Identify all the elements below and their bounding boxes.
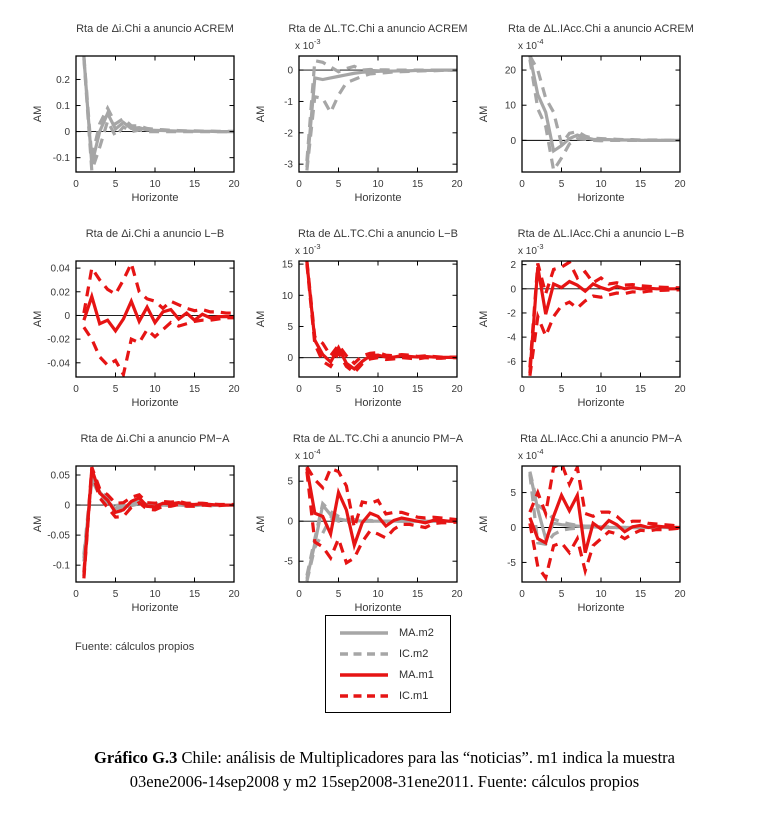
x-tick-label: 0 — [296, 384, 302, 395]
subplot-4 — [251, 215, 474, 420]
caption-line-1 — [0, 746, 769, 770]
y-exponent-label: x $10^{-4}$ — [295, 447, 321, 462]
x-tick-label: 0 — [73, 589, 79, 600]
y-axis-label: AM — [255, 105, 267, 123]
y-tick-label: 2 — [510, 260, 516, 272]
series-IC.m2_lower — [530, 60, 680, 171]
y-tick-label: 0 — [287, 516, 293, 528]
subplot-title: Rta de ΔL.TC.Chi a anuncio PM−A — [292, 433, 464, 445]
x-axis-label: Horizonte — [354, 192, 402, 204]
y-exponent-label: x $10^{-3}$ — [295, 37, 321, 52]
series-MA.m1 — [84, 469, 234, 576]
x-axis-label: Horizonte — [354, 397, 402, 409]
series-IC.m1_lower — [530, 290, 680, 376]
x-tick-label: 0 — [73, 179, 79, 190]
series-IC.m1_upper — [307, 261, 457, 363]
subplot-cell-0 — [28, 10, 251, 215]
x-tick-label: 5 — [558, 179, 565, 190]
y-tick-label: -6 — [507, 356, 516, 368]
charts-grid — [28, 10, 697, 625]
y-tick-label: 0 — [287, 353, 293, 365]
subplot-cell-8 — [474, 420, 697, 625]
x-axis-label: Horizonte — [131, 192, 179, 204]
subplot-title: Rta de ΔL.TC.Chi a anuncio ACREM — [288, 23, 468, 35]
x-tick-label: 5 — [558, 589, 565, 600]
x-tick-label: 5 — [335, 179, 342, 190]
series-IC.m2_upper — [84, 475, 234, 554]
legend — [325, 615, 451, 713]
x-tick-label: 5 — [335, 589, 342, 600]
x-tick-label: 0 — [519, 589, 525, 600]
y-tick-label: 20 — [504, 65, 516, 77]
x-tick-label: 20 — [674, 589, 686, 600]
y-tick-label: 0 — [64, 310, 70, 322]
x-axis-label: Horizonte — [577, 192, 625, 204]
caption-number: Gráfico G.3 — [93, 748, 178, 767]
series-MA.m2 — [84, 477, 234, 558]
x-tick-label: 15 — [634, 384, 647, 395]
series-MA.m1 — [307, 262, 457, 369]
x-tick-label: 20 — [451, 589, 463, 600]
legend-label: IC.m2 — [399, 648, 429, 660]
legend-item-MA.m1 — [338, 667, 434, 683]
y-exponent-label: x $10^{-4}$ — [518, 37, 544, 52]
y-tick-label: -4 — [507, 332, 516, 344]
y-tick-label: -5 — [284, 556, 293, 568]
caption-text-1: Chile: análisis de Multiplicadores para las “noticias”. m1 indica la muestra — [177, 748, 675, 767]
y-tick-label: -2 — [284, 128, 293, 140]
x-tick-label: 15 — [188, 589, 201, 600]
series-IC.m1_lower — [530, 523, 680, 578]
y-tick-label: -0.05 — [47, 530, 70, 542]
subplot-cell-2 — [474, 10, 697, 215]
y-exponent-label: x $10^{-3}$ — [295, 242, 321, 257]
series-IC.m1_lower — [84, 318, 234, 375]
y-tick-label: -1 — [284, 96, 293, 108]
x-tick-label: 10 — [595, 179, 607, 190]
subplot-title: Rta de ΔL.IAcc.Chi a anuncio L−B — [517, 228, 685, 240]
x-tick-label: 20 — [228, 589, 240, 600]
y-tick-label: 0 — [287, 65, 293, 77]
y-tick-label: 0 — [64, 127, 70, 139]
y-tick-label: -5 — [507, 557, 516, 569]
plot-frame — [299, 466, 457, 582]
x-tick-label: 20 — [451, 384, 463, 395]
y-axis-label: AM — [255, 310, 267, 328]
subplot-cell-4 — [251, 215, 474, 420]
x-tick-label: 5 — [335, 384, 342, 395]
y-tick-label: 0 — [64, 500, 70, 512]
x-tick-label: 10 — [149, 384, 161, 395]
y-tick-label: 0.05 — [50, 470, 70, 482]
x-tick-label: 5 — [112, 589, 119, 600]
x-tick-label: 10 — [372, 179, 384, 190]
series-IC.m2_upper — [84, 56, 234, 158]
x-tick-label: 10 — [372, 384, 384, 395]
subplot-1 — [251, 10, 474, 215]
series-MA.m2 — [307, 70, 457, 167]
series-IC.m2_upper — [307, 61, 457, 161]
y-tick-label: 5 — [287, 321, 293, 333]
y-tick-label: 0.04 — [50, 263, 70, 275]
plot-frame — [76, 466, 234, 582]
y-tick-label: -0.1 — [52, 153, 70, 165]
x-tick-label: 0 — [296, 589, 302, 600]
y-tick-label: 5 — [287, 476, 293, 488]
caption-line-2: 03ene2006-14sep2008 y m2 15sep2008-31ene2011. Fuente: cálculos propios — [129, 771, 640, 791]
y-tick-label: -3 — [284, 159, 293, 171]
series-IC.m2_lower — [84, 480, 234, 562]
x-tick-label: 10 — [595, 589, 607, 600]
series-MA.m1 — [307, 468, 457, 545]
x-tick-label: 0 — [73, 384, 79, 395]
x-axis-label: Horizonte — [131, 602, 179, 614]
series-MA.m2 — [530, 56, 680, 151]
series-IC.m1_upper — [530, 262, 680, 367]
subplot-title: Rta de Δi.Chi a anuncio PM−A — [80, 433, 230, 445]
subplot-6 — [28, 420, 251, 625]
x-tick-label: 10 — [595, 384, 607, 395]
legend-item-MA.m2 — [338, 625, 434, 641]
subplot-title: Rta de ΔL.TC.Chi a anuncio L−B — [298, 228, 458, 240]
x-tick-label: 0 — [519, 384, 525, 395]
x-axis-label: Horizonte — [354, 602, 402, 614]
subplot-cell-7 — [251, 420, 474, 625]
y-axis-label: AM — [32, 310, 44, 328]
x-tick-label: 15 — [188, 384, 201, 395]
x-axis-label: Horizonte — [577, 602, 625, 614]
legend-line-sample — [338, 671, 390, 679]
y-tick-label: -0.04 — [47, 358, 70, 370]
subplot-cell-1 — [251, 10, 474, 215]
subplot-title: Rta de ΔL.IAcc.Chi a anuncio ACREM — [508, 23, 694, 35]
legend-item-IC.m2 — [338, 646, 434, 662]
subplot-3 — [28, 215, 251, 420]
series-MA.m1 — [530, 267, 680, 373]
x-axis-label: Horizonte — [577, 397, 625, 409]
series-MA.m2 — [84, 57, 234, 164]
x-tick-label: 15 — [411, 179, 424, 190]
x-tick-label: 10 — [149, 589, 161, 600]
y-tick-label: 0 — [510, 284, 516, 296]
legend-line-sample — [338, 650, 390, 658]
x-tick-label: 20 — [674, 384, 686, 395]
y-tick-label: 5 — [510, 488, 516, 500]
plot-frame — [299, 261, 457, 377]
series-IC.m2_lower — [307, 70, 457, 170]
subplot-5 — [474, 215, 697, 420]
subplot-8 — [474, 420, 697, 625]
series-IC.m1_upper — [84, 263, 234, 313]
source-note: Fuente: cálculos propios — [75, 641, 195, 653]
y-exponent-label: x $10^{-3}$ — [518, 242, 544, 257]
x-tick-label: 15 — [411, 589, 424, 600]
y-tick-label: 0 — [510, 135, 516, 147]
y-tick-label: 0.2 — [56, 74, 70, 86]
x-axis-label: Horizonte — [131, 397, 179, 409]
subplot-0 — [28, 10, 251, 215]
x-tick-label: 10 — [372, 589, 384, 600]
y-axis-label: AM — [32, 515, 44, 533]
series-IC.m2_upper — [530, 56, 680, 144]
y-axis-label: AM — [478, 515, 490, 533]
x-tick-label: 5 — [558, 384, 565, 395]
y-axis-label: AM — [478, 310, 490, 328]
subplot-title: Rta de Δi.Chi a anuncio L−B — [85, 228, 225, 240]
series-IC.m1_lower — [84, 471, 234, 578]
series-IC.m1_upper — [307, 467, 457, 528]
x-tick-label: 15 — [634, 589, 647, 600]
series-MA.m1 — [530, 495, 680, 552]
legend-item-IC.m1 — [338, 688, 434, 704]
y-tick-label: 0.02 — [50, 287, 70, 299]
subplot-cell-3 — [28, 215, 251, 420]
y-tick-label: -0.1 — [52, 560, 70, 572]
plot-frame — [299, 56, 457, 172]
x-tick-label: 20 — [228, 179, 240, 190]
x-tick-label: 15 — [188, 179, 201, 190]
subplot-7 — [251, 420, 474, 625]
subplot-title: Rta ΔL.IAcc.Chi a anuncio PM−A — [520, 433, 682, 445]
y-axis-label: AM — [255, 515, 267, 533]
plot-frame — [76, 56, 234, 172]
x-tick-label: 20 — [674, 179, 686, 190]
x-tick-label: 5 — [112, 179, 119, 190]
y-axis-label: AM — [478, 105, 490, 123]
x-tick-label: 10 — [149, 179, 161, 190]
x-tick-label: 20 — [228, 384, 240, 395]
y-exponent-label: x $10^{-4}$ — [518, 447, 544, 462]
legend-label: IC.m1 — [399, 690, 429, 702]
x-tick-label: 15 — [634, 179, 647, 190]
subplot-title: Rta de Δi.Chi a anuncio ACREM — [76, 23, 234, 35]
y-tick-label: -2 — [507, 308, 516, 320]
x-tick-label: 5 — [112, 384, 119, 395]
y-axis-label: AM — [32, 105, 44, 123]
legend-label: MA.m1 — [399, 669, 434, 681]
legend-line-sample — [338, 629, 390, 637]
x-tick-label: 20 — [451, 179, 463, 190]
y-tick-label: 0.1 — [56, 101, 70, 113]
subplot-2 — [474, 10, 697, 215]
figure-caption — [0, 746, 769, 794]
legend-line-sample — [338, 692, 390, 700]
subplot-cell-5 — [474, 215, 697, 420]
y-tick-label: 15 — [281, 259, 293, 271]
series-MA.m1 — [84, 297, 234, 331]
x-tick-label: 15 — [411, 384, 424, 395]
series-IC.m1_upper — [84, 467, 234, 572]
y-tick-label: 10 — [504, 100, 516, 112]
x-tick-label: 0 — [519, 179, 525, 190]
legend-label: MA.m2 — [399, 627, 434, 639]
x-tick-label: 0 — [296, 179, 302, 190]
subplot-cell-6 — [28, 420, 251, 625]
y-tick-label: 10 — [281, 290, 293, 302]
y-tick-label: 0 — [510, 522, 516, 534]
y-tick-label: -0.02 — [47, 334, 70, 346]
